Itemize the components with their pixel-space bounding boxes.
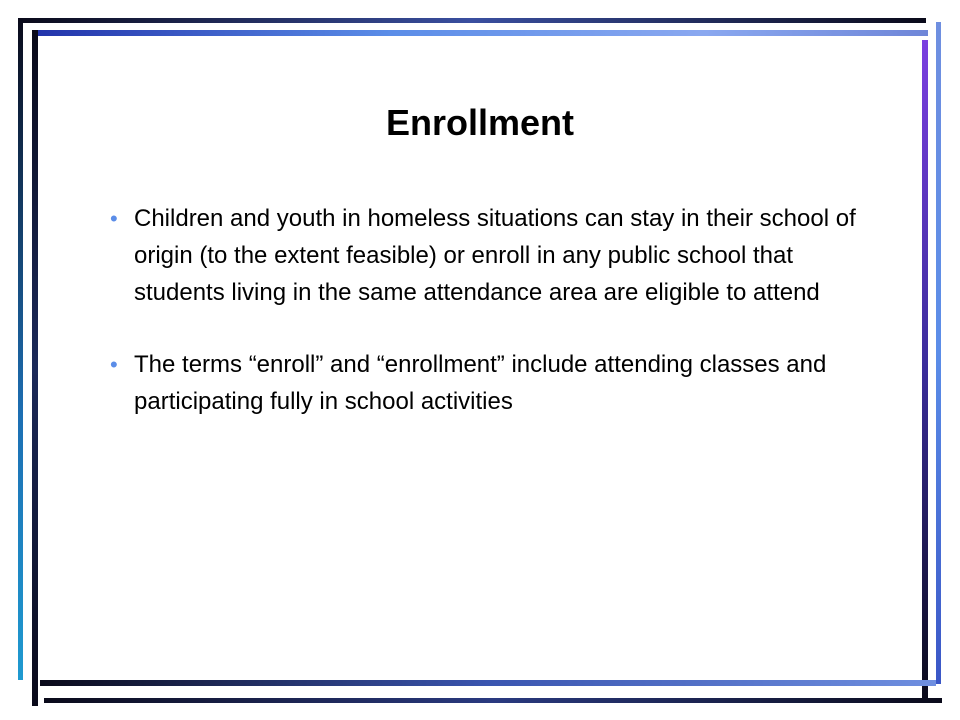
bullet-item <box>110 200 870 311</box>
frame-bar-bottom-outer <box>44 698 942 703</box>
slide-title: Enrollment <box>385 102 574 143</box>
bullet-dot-icon: • <box>110 352 118 377</box>
bullet-text: Children and youth in homeless situations can stay in their school of origin (to the extent feasible) or enroll in any public school that students living in the same attendance area are eligible to attend <box>134 205 856 306</box>
bullet-dot-icon: • <box>110 206 118 231</box>
frame-bar-bottom-inner <box>40 680 936 686</box>
frame-bar-top-inner <box>32 30 928 36</box>
bullet-item <box>110 346 870 420</box>
frame-bar-top-outer <box>18 18 926 23</box>
bullet-text: The terms “enroll” and “enrollment” include attending classes and participating fully in school activities <box>134 351 827 415</box>
bullet-list <box>110 200 870 455</box>
